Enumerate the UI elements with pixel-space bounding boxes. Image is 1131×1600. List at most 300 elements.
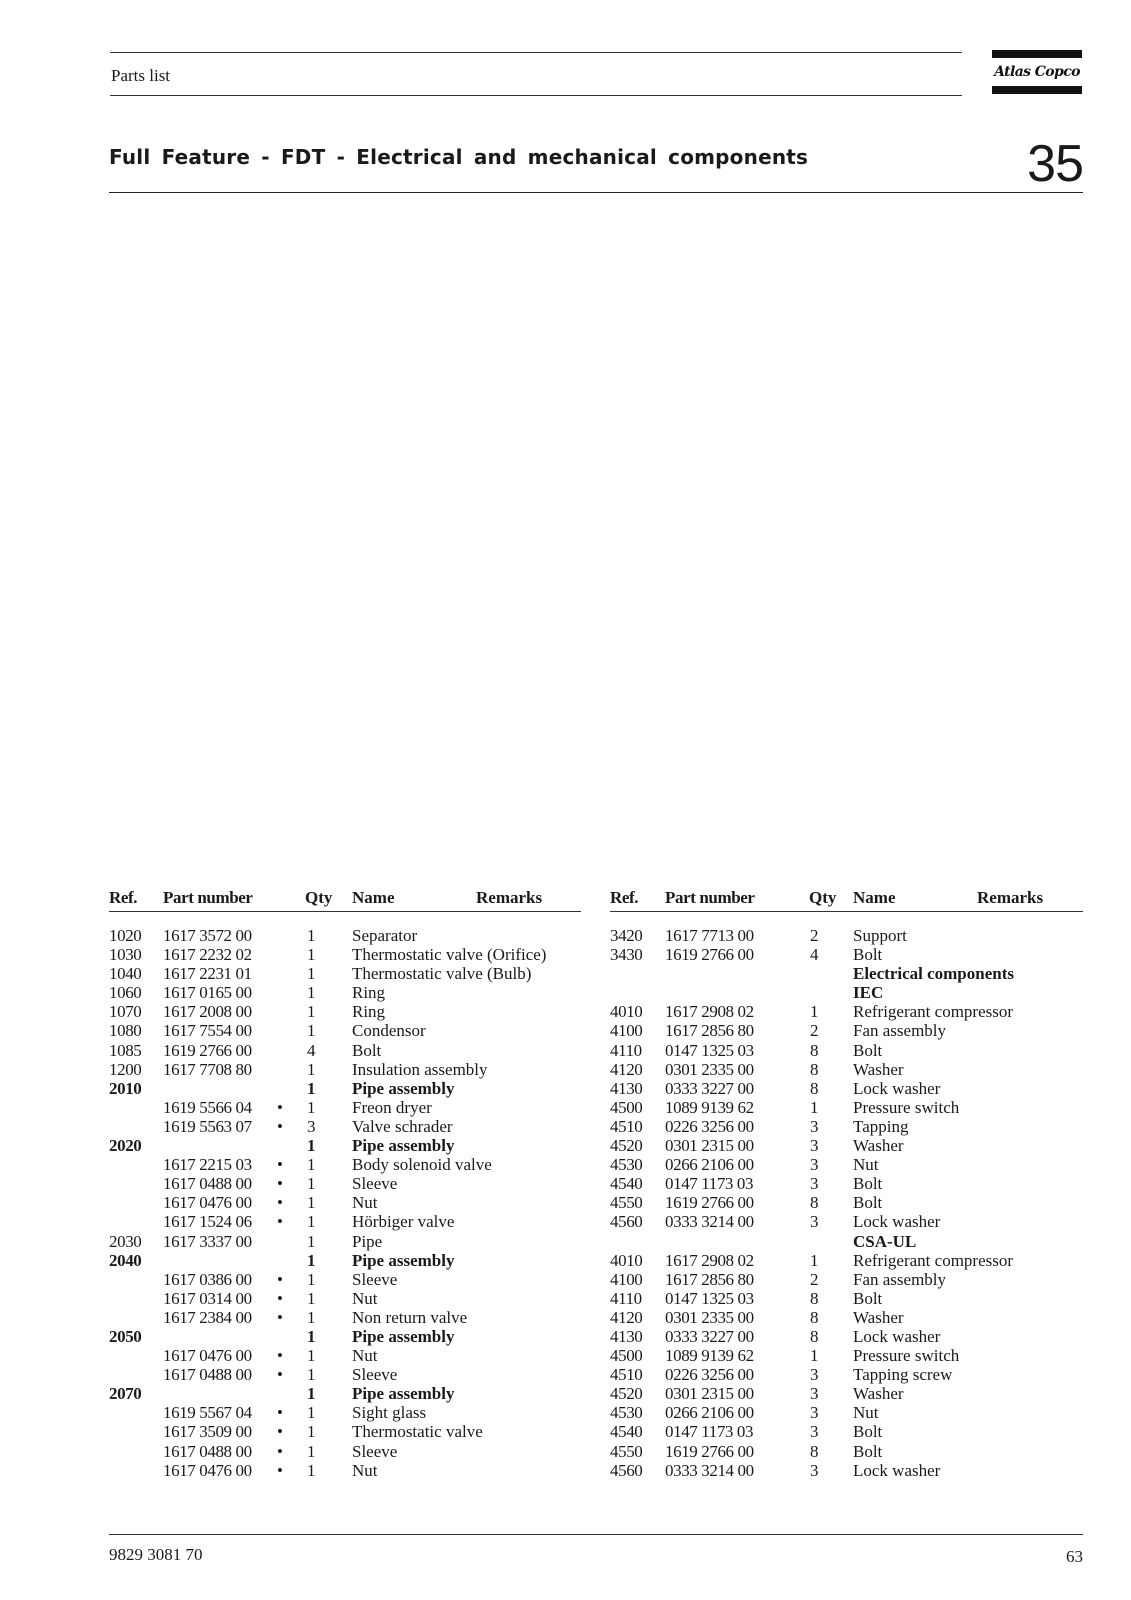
col-remarks-header: Remarks <box>977 888 1044 907</box>
qty-cell: 1 <box>307 1021 316 1041</box>
header-top-rule <box>110 52 962 53</box>
qty-cell: 1 <box>307 1097 316 1117</box>
part-number-cell: 1619 2766 00 <box>665 945 754 965</box>
part-number-cell: 1617 2856 80 <box>665 1021 754 1041</box>
part-number-cell: 0147 1325 03 <box>665 1040 754 1060</box>
bullet-cell: • <box>277 1174 283 1194</box>
ref-cell: 2050 <box>109 1326 142 1346</box>
qty-cell: 2 <box>810 1021 819 1041</box>
ref-cell: 3420 <box>610 926 643 945</box>
part-number-cell: 1089 9139 62 <box>665 1346 754 1366</box>
ref-cell: 4540 <box>610 1174 643 1194</box>
name-cell: Washer <box>853 1136 904 1156</box>
table-row <box>610 1442 1083 1461</box>
part-number-cell: 0333 3214 00 <box>665 1212 754 1232</box>
part-number-cell: 1617 0488 00 <box>163 1174 252 1194</box>
logo-bottom-bar <box>992 86 1082 94</box>
name-cell: Sleeve <box>352 1441 398 1461</box>
qty-cell: 1 <box>307 1059 316 1079</box>
name-cell: Nut <box>352 1193 378 1213</box>
qty-cell: 1 <box>307 1002 316 1022</box>
table-row <box>610 1365 1083 1384</box>
name-cell: Non return valve <box>352 1307 468 1327</box>
name-cell: Fan assembly <box>853 1021 947 1041</box>
page-number: 63 <box>1066 1547 1083 1566</box>
table-row <box>610 1002 1083 1021</box>
part-number-cell: 1089 9139 62 <box>665 1097 754 1117</box>
part-number-cell: 1617 0314 00 <box>163 1288 252 1308</box>
name-cell: Nut <box>352 1346 378 1366</box>
qty-cell: 1 <box>307 1422 316 1442</box>
table-row <box>610 1079 1083 1098</box>
part-number-cell: 1617 2908 02 <box>665 1002 754 1022</box>
name-cell: Tapping <box>853 1116 909 1136</box>
qty-cell: 1 <box>307 983 316 1003</box>
table-row <box>109 1021 581 1040</box>
qty-cell: 8 <box>810 1078 819 1098</box>
table-row <box>109 1117 581 1136</box>
table-row <box>109 1079 581 1098</box>
table-row <box>610 1461 1083 1480</box>
name-cell: Sight glass <box>352 1403 427 1423</box>
table-row <box>610 1212 1083 1231</box>
qty-cell: 3 <box>810 1384 819 1404</box>
ref-cell: 2040 <box>109 1250 142 1270</box>
part-number-cell: 0301 2335 00 <box>665 1059 754 1079</box>
table-row <box>610 945 1083 964</box>
part-number-cell: 1617 2856 80 <box>665 1269 754 1289</box>
section-number: 35 <box>1027 135 1083 193</box>
table-row <box>109 1193 581 1212</box>
qty-cell: 1 <box>810 1002 819 1022</box>
name-cell: Lock washer <box>853 1212 941 1232</box>
name-cell: Valve schrader <box>352 1116 453 1136</box>
name-cell: Bolt <box>853 945 883 965</box>
qty-cell: 2 <box>810 1269 819 1289</box>
name-cell: Bolt <box>352 1040 382 1060</box>
table-row <box>109 1270 581 1289</box>
name-cell: Bolt <box>853 1288 883 1308</box>
part-number-cell: 1617 2008 00 <box>163 1002 252 1022</box>
col-ref-header: Ref. <box>109 888 138 907</box>
name-cell: Pipe <box>352 1231 383 1251</box>
bullet-cell: • <box>277 1288 283 1308</box>
part-number-cell: 1617 0476 00 <box>163 1460 252 1480</box>
part-number-cell: 1617 0386 00 <box>163 1269 252 1289</box>
table-row <box>109 1232 581 1251</box>
part-number-cell: 0226 3256 00 <box>665 1365 754 1385</box>
name-cell: Freon dryer <box>352 1097 432 1117</box>
qty-cell: 3 <box>810 1155 819 1175</box>
ref-cell: 4120 <box>610 1307 643 1327</box>
col-name-header: Name <box>352 888 395 907</box>
qty-cell: 1 <box>307 1269 316 1289</box>
part-number-cell: 1617 1524 06 <box>163 1212 252 1232</box>
ref-cell: 2010 <box>109 1078 142 1098</box>
table-row <box>610 1193 1083 1212</box>
table-row <box>610 1308 1083 1327</box>
table-header <box>109 886 581 912</box>
ref-cell: 1070 <box>109 1002 142 1022</box>
qty-cell: 1 <box>307 964 316 984</box>
col-qty-header: Qty <box>809 888 837 907</box>
part-number-cell: 0266 2106 00 <box>665 1403 754 1423</box>
table-row <box>109 1041 581 1060</box>
ref-cell: 4130 <box>610 1326 643 1346</box>
part-number-cell: 1617 2231 01 <box>163 964 252 984</box>
part-number-cell: 0147 1173 03 <box>665 1422 754 1442</box>
qty-cell: 1 <box>307 1365 316 1385</box>
ref-cell: 4540 <box>610 1422 643 1442</box>
qty-cell: 3 <box>810 1212 819 1232</box>
name-cell: Body solenoid valve <box>352 1155 492 1175</box>
ref-cell: 1085 <box>109 1040 142 1060</box>
bullet-cell: • <box>277 1422 283 1442</box>
part-number-cell: 1617 3572 00 <box>163 926 252 945</box>
qty-cell: 1 <box>810 1097 819 1117</box>
qty-cell: 3 <box>810 1116 819 1136</box>
part-number-cell: 1617 0488 00 <box>163 1441 252 1461</box>
illustration-area <box>109 200 1083 880</box>
name-cell: Pipe assembly <box>352 1078 455 1098</box>
bullet-cell: • <box>277 1441 283 1461</box>
name-cell: Sleeve <box>352 1174 398 1194</box>
part-number-cell: 1619 2766 00 <box>665 1193 754 1213</box>
name-cell: Lock washer <box>853 1326 941 1346</box>
table-row <box>109 1289 581 1308</box>
ref-cell: 4130 <box>610 1078 643 1098</box>
table-row <box>109 1155 581 1174</box>
name-cell: Bolt <box>853 1422 883 1442</box>
part-number-cell: 0333 3227 00 <box>665 1078 754 1098</box>
col-remarks-header: Remarks <box>476 888 543 907</box>
name-cell: Pressure switch <box>853 1346 960 1366</box>
name-cell: Pressure switch <box>853 1097 960 1117</box>
ref-cell: 1040 <box>109 964 142 984</box>
table-row <box>109 983 581 1002</box>
col-part-header: Part number <box>665 888 755 907</box>
parts-table-left <box>109 886 581 1480</box>
qty-cell: 1 <box>307 945 316 965</box>
name-cell: Condensor <box>352 1021 426 1041</box>
qty-cell: 1 <box>307 1346 316 1366</box>
name-cell: Separator <box>352 926 418 945</box>
table-row <box>610 1251 1083 1270</box>
part-number-cell: 1617 7713 00 <box>665 926 754 945</box>
name-cell: Hörbiger valve <box>352 1212 455 1232</box>
table-row <box>109 1327 581 1346</box>
ref-cell: 4500 <box>610 1346 643 1366</box>
part-number-cell: 1617 2908 02 <box>665 1250 754 1270</box>
qty-cell: 1 <box>307 1155 316 1175</box>
name-cell: Bolt <box>853 1040 883 1060</box>
bullet-cell: • <box>277 1155 283 1175</box>
qty-cell: 3 <box>810 1365 819 1385</box>
ref-cell: 4120 <box>610 1059 643 1079</box>
part-number-cell: 1619 2766 00 <box>163 1040 252 1060</box>
table-row <box>610 1136 1083 1155</box>
part-number-cell: 1617 0476 00 <box>163 1193 252 1213</box>
name-cell: Lock washer <box>853 1460 941 1480</box>
ref-cell: 4110 <box>610 1288 642 1308</box>
name-cell: Thermostatic valve (Orifice) <box>352 945 547 965</box>
qty-cell: 1 <box>307 1403 316 1423</box>
name-cell: Nut <box>352 1288 378 1308</box>
name-cell: Pipe assembly <box>352 1136 455 1156</box>
ref-cell: 1030 <box>109 945 142 965</box>
qty-cell: 1 <box>307 1231 316 1251</box>
ref-cell: 2030 <box>109 1231 142 1251</box>
ref-cell: 2070 <box>109 1384 142 1404</box>
col-name-header: Name <box>853 888 896 907</box>
table-row <box>109 1403 581 1422</box>
part-number-cell: 0226 3256 00 <box>665 1116 754 1136</box>
parts-table-right <box>610 886 1083 1480</box>
qty-cell: 1 <box>307 1441 316 1461</box>
part-number-cell: 0301 2315 00 <box>665 1136 754 1156</box>
qty-cell: 1 <box>307 1212 316 1232</box>
section-label: Parts list <box>111 66 171 85</box>
name-cell: Washer <box>853 1307 904 1327</box>
part-number-cell: 1617 3509 00 <box>163 1422 252 1442</box>
part-number-cell: 1617 0476 00 <box>163 1346 252 1366</box>
table-row <box>610 1232 1083 1251</box>
name-cell: Ring <box>352 1002 386 1022</box>
name-cell: Thermostatic valve (Bulb) <box>352 964 532 984</box>
qty-cell: 8 <box>810 1040 819 1060</box>
name-cell: Tapping screw <box>853 1365 953 1385</box>
part-number-cell: 1617 7554 00 <box>163 1021 252 1041</box>
table-row <box>109 1002 581 1021</box>
part-number-cell: 0333 3227 00 <box>665 1326 754 1346</box>
table-header <box>610 886 1083 912</box>
logo-wordmark: Atlas Copco <box>994 64 1080 80</box>
table-row <box>109 1461 581 1480</box>
ref-cell: 1060 <box>109 983 142 1003</box>
part-number-cell: 1619 2766 00 <box>665 1441 754 1461</box>
ref-cell: 4100 <box>610 1021 643 1041</box>
ref-cell: 4510 <box>610 1365 643 1385</box>
ref-cell: 4510 <box>610 1116 643 1136</box>
table-row <box>610 1041 1083 1060</box>
qty-cell: 1 <box>307 1326 316 1346</box>
table-row <box>610 1060 1083 1079</box>
ref-cell: 4560 <box>610 1212 643 1232</box>
part-number-cell: 1619 5563 07 <box>163 1116 252 1136</box>
ref-cell: 1020 <box>109 926 142 945</box>
header-bottom-rule <box>110 95 962 96</box>
name-cell: Electrical components <box>853 964 1014 984</box>
ref-cell: 4530 <box>610 1403 643 1423</box>
qty-cell: 2 <box>810 926 819 945</box>
name-cell: Fan assembly <box>853 1269 947 1289</box>
ref-cell: 4530 <box>610 1155 643 1175</box>
qty-cell: 1 <box>307 1460 316 1480</box>
name-cell: Pipe assembly <box>352 1250 455 1270</box>
qty-cell: 1 <box>307 1250 316 1270</box>
name-cell: Refrigerant compressor <box>853 1002 1014 1022</box>
qty-cell: 8 <box>810 1307 819 1327</box>
ref-cell: 4550 <box>610 1441 643 1461</box>
ref-cell: 3430 <box>610 945 643 965</box>
part-number-cell: 0147 1325 03 <box>665 1288 754 1308</box>
name-cell: Nut <box>853 1155 879 1175</box>
ref-cell: 1080 <box>109 1021 142 1041</box>
qty-cell: 1 <box>307 1193 316 1213</box>
qty-cell: 1 <box>307 926 316 945</box>
bullet-cell: • <box>277 1365 283 1385</box>
document-number: 9829 3081 70 <box>109 1545 203 1564</box>
table-row <box>610 1098 1083 1117</box>
bullet-cell: • <box>277 1307 283 1327</box>
part-number-cell: 1617 3337 00 <box>163 1231 252 1251</box>
table-row <box>610 1270 1083 1289</box>
ref-cell: 4520 <box>610 1136 643 1156</box>
part-number-cell: 1617 0165 00 <box>163 983 252 1003</box>
name-cell: Insulation assembly <box>352 1059 488 1079</box>
ref-cell: 4010 <box>610 1002 643 1022</box>
name-cell: Pipe assembly <box>352 1384 455 1404</box>
atlas-copco-logo <box>992 50 1082 94</box>
table-row <box>610 1403 1083 1422</box>
part-number-cell: 1617 2232 02 <box>163 945 252 965</box>
name-cell: Lock washer <box>853 1078 941 1098</box>
ref-cell: 4100 <box>610 1269 643 1289</box>
name-cell: Washer <box>853 1059 904 1079</box>
table-body-right <box>610 926 1083 1480</box>
table-body-left <box>109 926 581 1480</box>
col-part-header: Part number <box>163 888 253 907</box>
qty-cell: 8 <box>810 1326 819 1346</box>
name-cell: Bolt <box>853 1174 883 1194</box>
logo-top-bar <box>992 50 1082 58</box>
table-row <box>610 1174 1083 1193</box>
qty-cell: 3 <box>810 1136 819 1156</box>
col-qty-header: Qty <box>305 888 333 907</box>
ref-cell: 4560 <box>610 1460 643 1480</box>
name-cell: Bolt <box>853 1193 883 1213</box>
table-row <box>109 945 581 964</box>
title-rule <box>109 192 1083 193</box>
table-row <box>109 1060 581 1079</box>
bullet-cell: • <box>277 1403 283 1423</box>
table-row <box>109 1346 581 1365</box>
qty-cell: 1 <box>307 1136 316 1156</box>
qty-cell: 1 <box>307 1288 316 1308</box>
qty-cell: 1 <box>307 1078 316 1098</box>
name-cell: Support <box>853 926 907 945</box>
name-cell: Refrigerant compressor <box>853 1250 1014 1270</box>
col-ref-header: Ref. <box>610 888 639 907</box>
name-cell: Nut <box>853 1403 879 1423</box>
table-row <box>109 1098 581 1117</box>
ref-cell: 4500 <box>610 1097 643 1117</box>
qty-cell: 3 <box>810 1460 819 1480</box>
qty-cell: 3 <box>810 1422 819 1442</box>
ref-cell: 2020 <box>109 1136 142 1156</box>
qty-cell: 8 <box>810 1441 819 1461</box>
name-cell: IEC <box>853 983 884 1003</box>
ref-cell: 4110 <box>610 1040 642 1060</box>
qty-cell: 4 <box>307 1040 316 1060</box>
bullet-cell: • <box>277 1193 283 1213</box>
qty-cell: 3 <box>810 1174 819 1194</box>
bullet-cell: • <box>277 1097 283 1117</box>
table-row <box>109 926 581 945</box>
name-cell: Washer <box>853 1384 904 1404</box>
part-number-cell: 1617 7708 80 <box>163 1059 252 1079</box>
table-row <box>610 1422 1083 1441</box>
qty-cell: 1 <box>810 1346 819 1366</box>
name-cell: Bolt <box>853 1441 883 1461</box>
qty-cell: 4 <box>810 945 819 965</box>
name-cell: CSA-UL <box>853 1231 917 1251</box>
part-number-cell: 1617 2384 00 <box>163 1307 252 1327</box>
ref-cell: 1200 <box>109 1059 142 1079</box>
table-row <box>610 964 1083 983</box>
part-number-cell: 1619 5567 04 <box>163 1403 252 1423</box>
footer-rule <box>109 1534 1083 1535</box>
qty-cell: 1 <box>307 1307 316 1327</box>
table-row <box>610 926 1083 945</box>
name-cell: Ring <box>352 983 386 1003</box>
table-row <box>109 1365 581 1384</box>
part-number-cell: 0301 2335 00 <box>665 1307 754 1327</box>
table-row <box>610 1346 1083 1365</box>
qty-cell: 1 <box>307 1384 316 1404</box>
name-cell: Pipe assembly <box>352 1326 455 1346</box>
table-row <box>610 1155 1083 1174</box>
qty-cell: 1 <box>307 1174 316 1194</box>
bullet-cell: • <box>277 1212 283 1232</box>
table-row <box>610 1384 1083 1403</box>
table-row <box>610 1289 1083 1308</box>
qty-cell: 8 <box>810 1288 819 1308</box>
qty-cell: 8 <box>810 1059 819 1079</box>
table-row <box>109 1251 581 1270</box>
table-row <box>610 1117 1083 1136</box>
bullet-cell: • <box>277 1116 283 1136</box>
table-row <box>109 1212 581 1231</box>
part-number-cell: 0333 3214 00 <box>665 1460 754 1480</box>
table-row <box>610 983 1083 1002</box>
part-number-cell: 1617 2215 03 <box>163 1155 252 1175</box>
table-row <box>109 1422 581 1441</box>
part-number-cell: 0301 2315 00 <box>665 1384 754 1404</box>
bullet-cell: • <box>277 1269 283 1289</box>
table-row <box>109 1384 581 1403</box>
table-row <box>109 964 581 983</box>
qty-cell: 3 <box>810 1403 819 1423</box>
part-number-cell: 0266 2106 00 <box>665 1155 754 1175</box>
name-cell: Sleeve <box>352 1365 398 1385</box>
table-row <box>610 1021 1083 1040</box>
page-title: Full Feature - FDT - Electrical and mechanical components <box>109 145 809 169</box>
name-cell: Sleeve <box>352 1269 398 1289</box>
table-row <box>109 1136 581 1155</box>
name-cell: Nut <box>352 1460 378 1480</box>
ref-cell: 4010 <box>610 1250 643 1270</box>
qty-cell: 8 <box>810 1193 819 1213</box>
qty-cell: 3 <box>307 1116 316 1136</box>
table-row <box>109 1442 581 1461</box>
ref-cell: 4550 <box>610 1193 643 1213</box>
name-cell: Thermostatic valve <box>352 1422 483 1442</box>
ref-cell: 4520 <box>610 1384 643 1404</box>
bullet-cell: • <box>277 1346 283 1366</box>
part-number-cell: 0147 1173 03 <box>665 1174 754 1194</box>
table-row <box>109 1308 581 1327</box>
